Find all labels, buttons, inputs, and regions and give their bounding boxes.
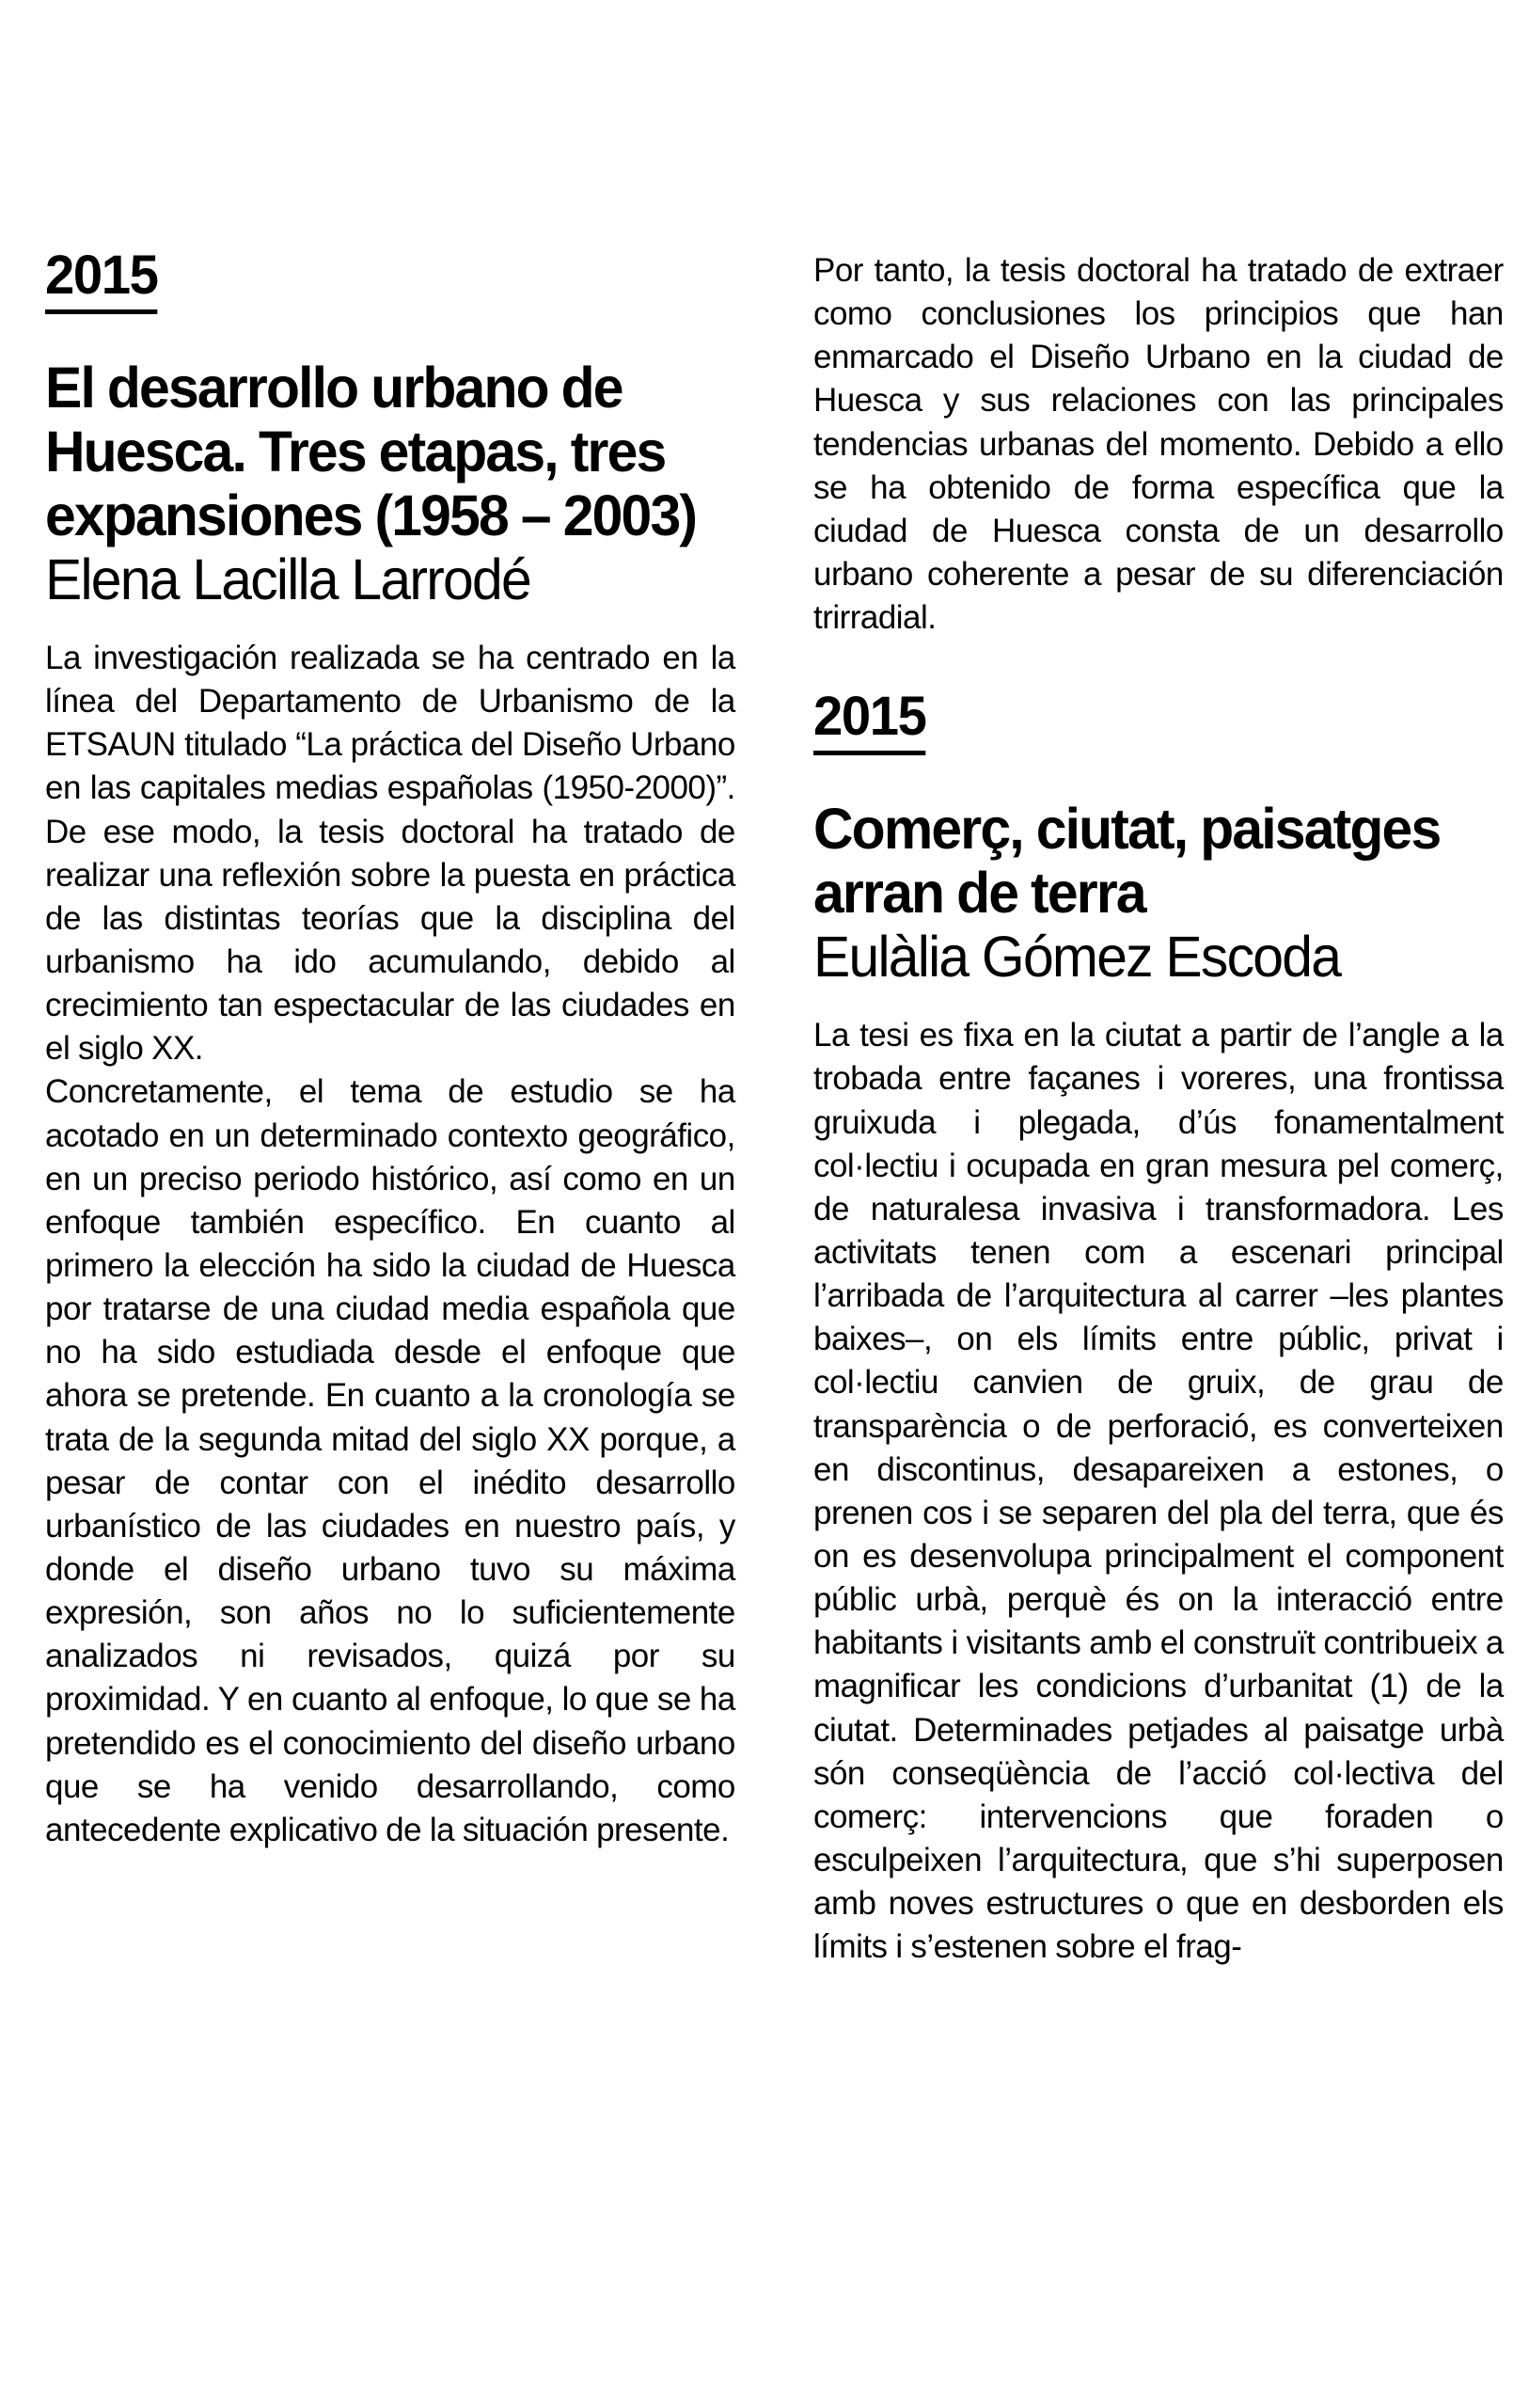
right-article-title: Comerç, ciutat, paisatges arran de terra — [813, 797, 1441, 926]
left-body-paragraph-1: La investigación realizada se ha centrado en la línea del Departamento de Urbanismo de la ETSAUN titulado “La práctica del Diseño Urbano en las capitales medias españolas (1950-2000)”. De ese modo, la tesis doctoral ha tratado de realizar una reflexión sobre la puesta en práctica de las distintas teorías que la disciplina del urbanismo ha ido acumulando, debido al crecimiento tan espectacular de las ciudades en el siglo XX. — [45, 639, 735, 1068]
two-column-layout — [45, 245, 1504, 1968]
left-article-title: El desarrollo urbano de Huesca. Tres etapas, tres expansiones (1958 – 2003) — [45, 356, 697, 547]
left-article-author: Elena Lacilla Larrodé — [45, 547, 530, 611]
left-year-heading: 2015 — [45, 248, 158, 314]
left-body-paragraph-2: Concretamente, el tema de estudio se ha acotado en un determinado contexto geográfico, en un preciso periodo histórico, así como en un enfoque también específico. En cuanto al primero la elección ha sido la ciudad de Huesca por tratarse de una ciudad media española que no ha sido estudiada desde el enfoque que ahora se pretende. En cuanto a la cronología se trata de la segunda mitad del siglo XX porque, a pesar de contar con el inédito desarrollo urbanístico de las ciudades en nuestro país, y donde el diseño urbano tuvo su máxima expresión, son años no lo suficientemente analizados ni revisados, quizá por su proximidad. Y en cuanto al enfoque, lo que se ha pretendido es el conocimiento del diseño urbano que se ha venido desarrollando, como antecedente explicativo de la situación presente. — [45, 1072, 735, 1848]
right-year-heading: 2015 — [813, 689, 926, 755]
right-article-author: Eulàlia Gómez Escoda — [813, 925, 1341, 990]
right-body-paragraph-1: La tesi es fixa en la ciutat a partir de l’angle a la trobada entre façanes i voreres, una frontissa gruixuda i plegada, d’ús fonamentalment col·lectiu i ocupada en gran mesura pel comerç, de naturalesa invasiva i transformadora. Les activitats tenen com a escenari principal l’arribada de l’arquitectura al carrer –les plantes baixes–, on els límits entre públic, privat i col·lectiu canvien de gruix, de grau de transparència o de perforació, es converteixen en discontinus, desapareixen a estones, o prenen cos i se separen del pla del terra, que és on es desenvolupa principalment el component públic urbà, perquè és on la interacció entre habitants i visitants amb el construït contribueix a magnificar les condicions d’urbanitat (1) de la ciutat. Determinades petjades al paisatge urbà són conseqüència de l’acció col·lectiva del comerç: intervencions que foraden o esculpeixen l’arquitectura, que s’hi superposen amb noves estructures o que en desborden els límits i s’estenen sobre el frag- — [813, 1016, 1504, 1966]
left-column — [45, 245, 746, 1851]
right-column — [813, 248, 1514, 1968]
right-continuation-paragraph: Por tanto, la tesis doctoral ha tratado de extraer como conclusiones los principios que han enmarcado el Diseño Urbano en la ciudad de Huesca y sus relaciones con las principales tendencias urbanas del momento. Debido a ello se ha obtenido de forma específica que la ciudad de Huesca consta de un desarrollo urbano coherente a pesar de su diferenciación trirradial. — [813, 251, 1504, 637]
